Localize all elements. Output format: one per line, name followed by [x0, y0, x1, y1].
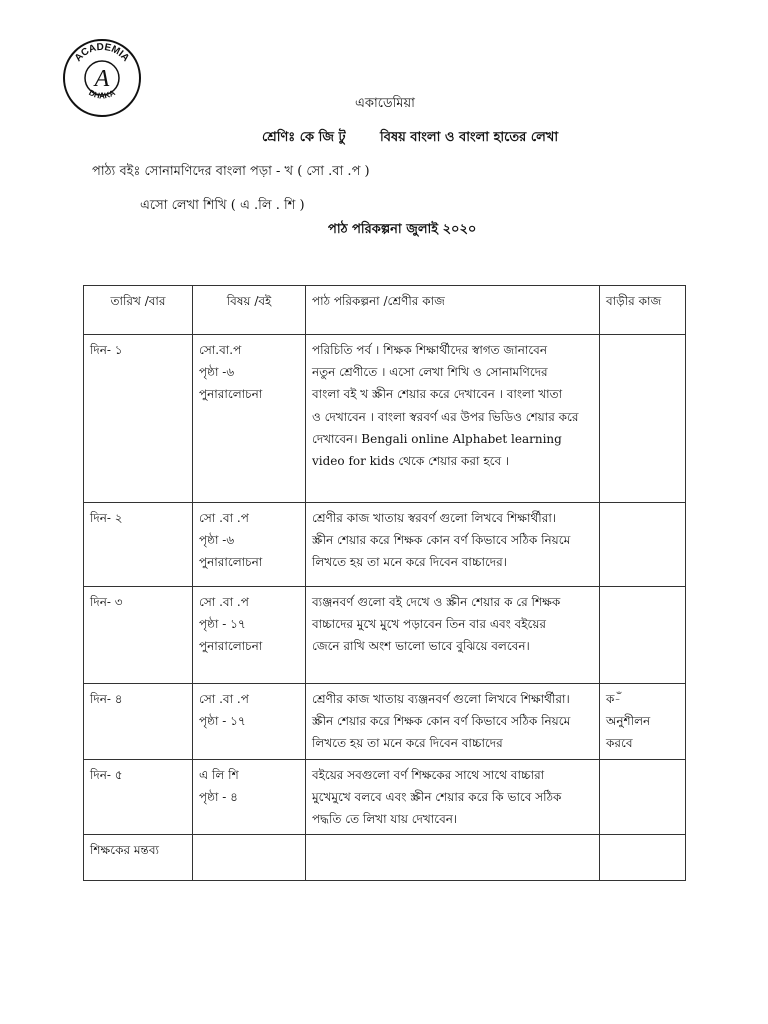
- plan-cell: [306, 335, 600, 503]
- subject-line: এ লি শি: [199, 767, 239, 782]
- homework-cell: [600, 335, 686, 503]
- plan-cell: [306, 835, 600, 881]
- logo-text-top: ACADEMIA: [72, 41, 132, 64]
- subject-line: পুনারালোচনা: [199, 387, 263, 402]
- table-row: [84, 835, 686, 881]
- column-header-plan: পাঠ পরিকল্পনা /শ্রেণীর কাজ: [306, 286, 600, 335]
- table-row: [84, 759, 686, 835]
- homework-cell: [600, 503, 686, 587]
- plan-line: বইয়ের সবগুলো বর্ণ শিক্ষকের সাথে সাথে বাচ্চারা: [312, 767, 545, 782]
- subject-cell: [193, 335, 306, 503]
- subject-line: পৃষ্ঠা - ১৭: [199, 714, 246, 729]
- table-row: [84, 587, 686, 684]
- textbook-line: পাঠ্য বইঃ সোনামণিদের বাংলা পড়া - খ ( সো .বা .প ): [92, 164, 370, 179]
- plan-cell: [306, 587, 600, 684]
- subject-line: পৃষ্ঠা -৬: [199, 365, 235, 380]
- day-cell: শিক্ষকের মন্তব্য: [84, 835, 193, 881]
- homework-line: করবে: [606, 736, 633, 751]
- plan-line: বাংলা বই খ স্ক্রীন শেয়ার করে দেখাবেন । বাংলা খাতা: [312, 387, 563, 402]
- subject-cell: [193, 835, 306, 881]
- subject-line: পৃষ্ঠা - ৪: [199, 789, 238, 804]
- column-header-date: তারিখ /বার: [84, 286, 193, 335]
- plan-line: মুখেমুখে বলবে এবং স্ক্রীন শেয়ার করে কি ভাবে সঠিক: [312, 789, 562, 804]
- subject-line: পুনারালোচনা: [199, 555, 263, 570]
- lesson-plan-table: [83, 285, 686, 881]
- subject-line: পুনারালোচনা: [199, 639, 263, 654]
- plan-line: লিখতে হয় তা মনে করে দিবেন বাচ্চাদের: [312, 736, 503, 751]
- day-cell: দিন- ৩: [84, 587, 193, 684]
- subject-cell: [193, 503, 306, 587]
- plan-cell: [306, 684, 600, 760]
- table-header-row: [84, 286, 686, 335]
- plan-line: জেনে রাখি অংশ ভালো ভাবে বুঝিয়ে বলবেন।: [312, 639, 530, 654]
- subject-line: সো .বা .প: [199, 511, 249, 525]
- plan-line: ব্যঞ্জনবর্ণ গুলো বই দেখে ও স্ক্রীন শেয়ার ক রে শিক্ষক: [312, 595, 561, 609]
- homework-cell: [600, 835, 686, 881]
- homework-cell: [600, 759, 686, 835]
- subject-cell: [193, 759, 306, 835]
- subject-line: সো .বা .প: [199, 692, 249, 706]
- second-book-line: এসো লেখা শিখি ( এ .লি . শি ): [140, 198, 305, 213]
- subject-line: সো .বা .প: [199, 595, 249, 609]
- day-cell: দিন- ৪: [84, 684, 193, 760]
- plan-line: লিখতে হয় তা মনে করে দিবেন বাচ্চাদের।: [312, 555, 507, 570]
- plan-line: স্ক্রীন শেয়ার করে শিক্ষক কোন বর্ণ কিভাবে সঠিক নিয়মে: [312, 714, 571, 729]
- academia-logo: [62, 38, 142, 118]
- plan-line: স্ক্রীন শেয়ার করে শিক্ষক কোন বর্ণ কিভাবে সঠিক নিয়মে: [312, 533, 571, 548]
- table-row: [84, 335, 686, 503]
- homework-cell: [600, 587, 686, 684]
- subject-line: পৃষ্ঠা -৬: [199, 533, 235, 548]
- plan-line: video for kids থেকে শেয়ার করা হবে ।: [312, 453, 510, 468]
- day-cell: দিন- ৫: [84, 759, 193, 835]
- homework-line: ক-ঁ: [606, 692, 621, 706]
- subject-label: বিষয় বাংলা ও বাংলা হাতের লেখা: [380, 130, 559, 145]
- column-header-subject: বিষয় /বই: [193, 286, 306, 335]
- table-row: [84, 503, 686, 587]
- table-row: [84, 684, 686, 760]
- subject-line: পৃষ্ঠা - ১৭: [199, 617, 246, 632]
- plan-line: দেখাবেন। Bengali online Alphabet learning: [312, 431, 562, 446]
- homework-cell: [600, 684, 686, 760]
- plan-line: পরিচিতি পর্ব । শিক্ষক শিক্ষার্থীদের স্বাগত জানাবেন: [312, 343, 548, 357]
- column-header-homework: বাড়ীর কাজ: [600, 286, 686, 335]
- subject-cell: [193, 587, 306, 684]
- plan-line: বাচ্চাদের মুখে মুখে পড়াবেন তিন বার এবং বইয়ের: [312, 617, 547, 632]
- institution-name: একাডেমিয়া: [355, 96, 415, 111]
- plan-cell: [306, 759, 600, 835]
- logo-text-bottom: DHAKA: [87, 88, 117, 101]
- plan-line: শ্রেণীর কাজ খাতায় ব্যঞ্জনবর্ণ গুলো লিখবে শিক্ষার্থীরা।: [312, 692, 570, 706]
- class-label: শ্রেণিঃ কে জি টু: [262, 130, 346, 145]
- logo-letter: A: [94, 66, 110, 92]
- day-cell: দিন- ২: [84, 503, 193, 587]
- plan-title: পাঠ পরিকল্পনা জুলাই ২০২০: [328, 222, 477, 237]
- plan-line: ও দেখাবেন । বাংলা স্বরবর্ণ এর উপর ভিডিও শেয়ার করে: [312, 409, 579, 424]
- day-cell: দিন- ১: [84, 335, 193, 503]
- plan-line: শ্রেণীর কাজ খাতায় স্বরবর্ণ গুলো লিখবে শিক্ষার্থীরা।: [312, 511, 557, 525]
- homework-line: অনুশীলন: [606, 714, 651, 729]
- subject-line: সো.বা.প: [199, 343, 242, 357]
- plan-cell: [306, 503, 600, 587]
- plan-line: পদ্ধতি তে লিখা যায় দেখাবেন।: [312, 811, 458, 826]
- subject-cell: [193, 684, 306, 760]
- plan-line: নতুন শ্রেণীতে । এসো লেখা শিখি ও সোনামণিদের: [312, 365, 548, 380]
